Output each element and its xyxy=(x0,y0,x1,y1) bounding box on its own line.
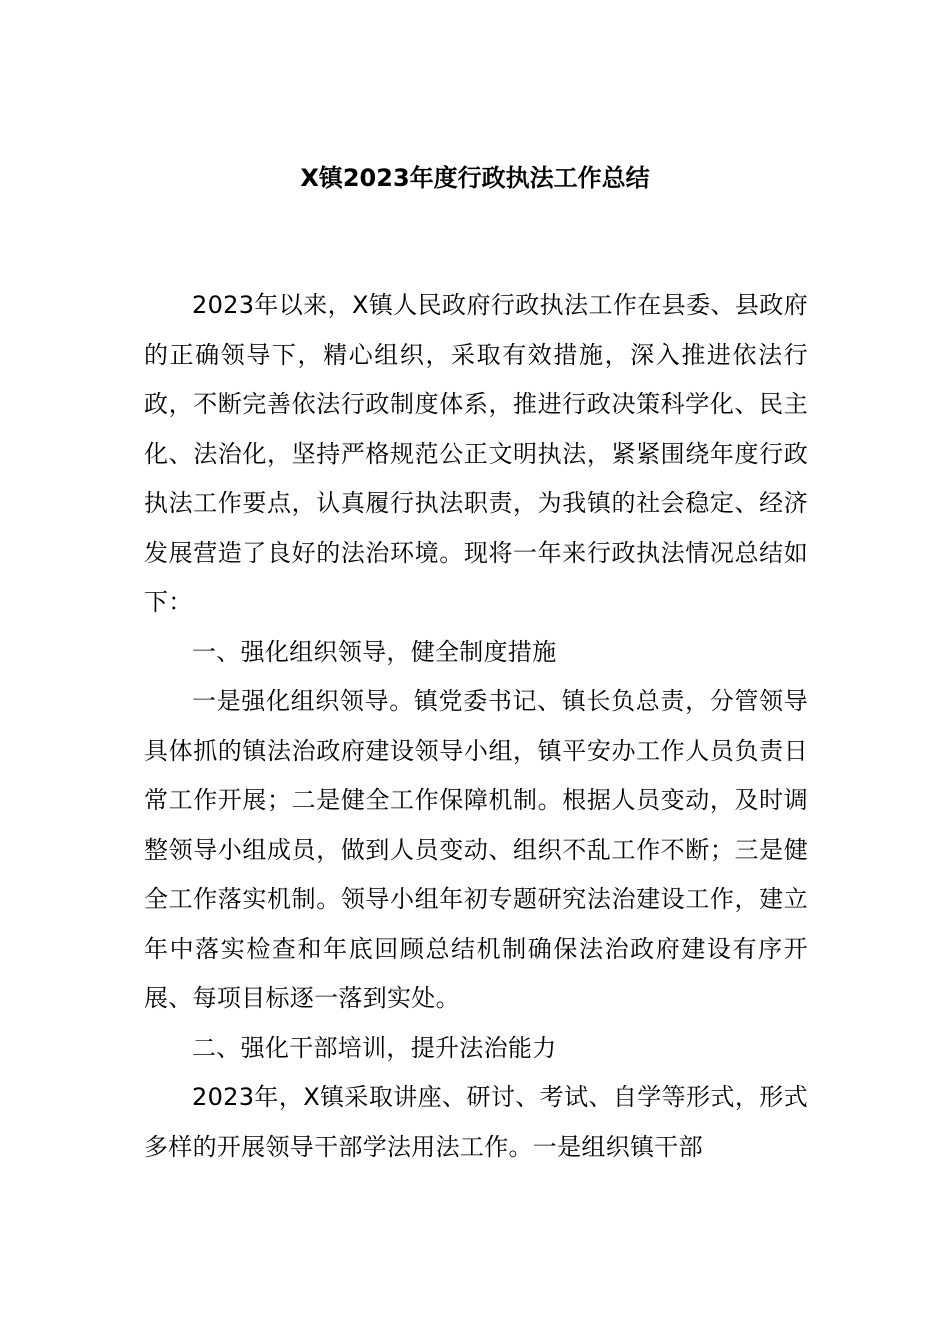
section-heading-1: 一、强化组织领导，健全制度措施 xyxy=(192,637,557,666)
paragraph-intro: 2023年以来，X镇人民政府行政执法工作在县委、县政府的正确领导下，精心组织，采取有效措施，深入推进依法行政，不断完善依法行政制度体系，推进行政决策科学化、民主化、法治化，坚持严格规范公正文明执法，紧紧围绕年度行政执法工作要点，认真履行执法职责，为我镇的社会稳定、经济发展营造了良好的法治环境。现将一年来行政执法情况总结如下： xyxy=(144,291,808,616)
paragraph-section-2: 2023年，X镇采取讲座、研讨、考试、自学等形式，形式多样的开展领导干部学法用法工作。一是组织镇干部 xyxy=(144,1083,808,1161)
document-title: X镇2023年度行政执法工作总结 xyxy=(300,164,650,192)
paragraph-section-1: 一是强化组织领导。镇党委书记、镇长负总责，分管领导具体抓的镇法治政府建设领导小组，镇平安办工作人员负责日常工作开展；二是健全工作保障机制。根据人员变动，及时调整领导小组成员，做到人员变动、组织不乱工作不断；三是健全工作落实机制。领导小组年初专题研究法治建设工作，建立年中落实检查和年底回顾总结机制确保法治政府建设有序开展、每项目标逐一落到实处。 xyxy=(144,687,808,1012)
section-heading-2: 二、强化干部培训，提升法治能力 xyxy=(192,1033,557,1062)
document-body xyxy=(144,281,808,1172)
